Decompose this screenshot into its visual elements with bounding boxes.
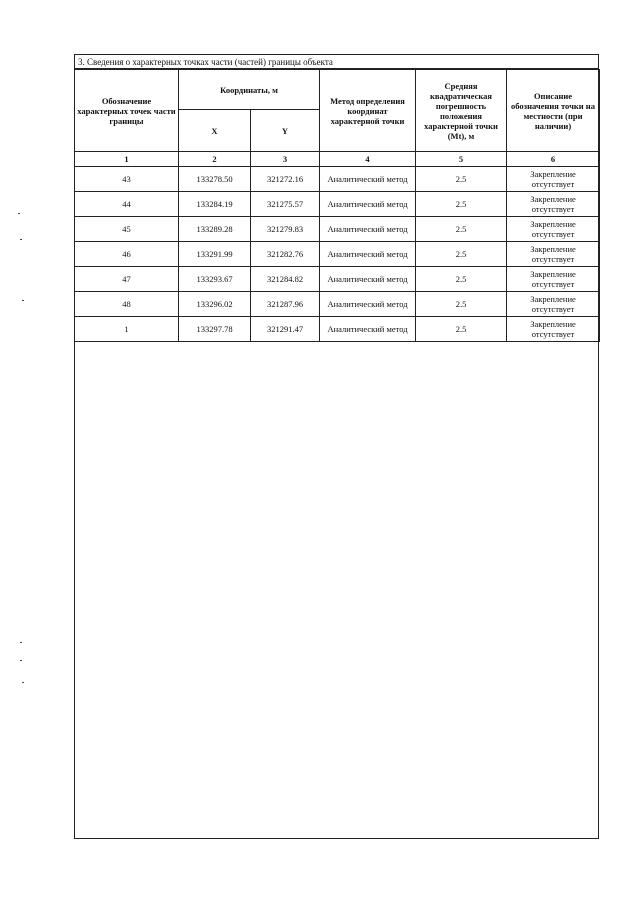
description-cell: Закрепление отсутствует <box>507 242 600 267</box>
method-cell: Аналитический метод <box>320 167 416 192</box>
coord-y: 321282.76 <box>251 242 320 267</box>
header-x: X <box>179 110 251 152</box>
column-number: 1 <box>75 152 179 167</box>
point-number: 1 <box>75 317 179 342</box>
point-number: 44 <box>75 192 179 217</box>
coord-x: 133296.02 <box>179 292 251 317</box>
table-row <box>75 192 600 217</box>
header-coordinates: Координаты, м <box>179 70 320 110</box>
error-cell: 2.5 <box>416 192 507 217</box>
error-cell: 2.5 <box>416 317 507 342</box>
coord-x: 133297.78 <box>179 317 251 342</box>
point-number: 45 <box>75 217 179 242</box>
coord-x: 133291.99 <box>179 242 251 267</box>
table-row <box>75 217 600 242</box>
scan-speck <box>18 213 20 214</box>
header-description: Описание обозначения точки на местности (при наличии) <box>507 70 600 152</box>
document-frame <box>74 54 599 839</box>
description-cell: Закрепление отсутствует <box>507 317 600 342</box>
column-number: 5 <box>416 152 507 167</box>
point-number: 48 <box>75 292 179 317</box>
column-number: 6 <box>507 152 600 167</box>
coord-y: 321284.82 <box>251 267 320 292</box>
method-cell: Аналитический метод <box>320 292 416 317</box>
table-row <box>75 267 600 292</box>
section-title: 3. Сведения о характерных точках части (частей) границы объекта <box>75 55 598 69</box>
coord-x: 133278.50 <box>179 167 251 192</box>
column-number: 2 <box>179 152 251 167</box>
point-number: 46 <box>75 242 179 267</box>
coord-y: 321287.96 <box>251 292 320 317</box>
error-cell: 2.5 <box>416 242 507 267</box>
scan-speck <box>20 660 22 661</box>
description-cell: Закрепление отсутствует <box>507 267 600 292</box>
table-row <box>75 317 600 342</box>
table-row <box>75 242 600 267</box>
header-point-designation: Обозначение характерных точек части границы <box>75 70 179 152</box>
method-cell: Аналитический метод <box>320 267 416 292</box>
coord-y: 321272.16 <box>251 167 320 192</box>
error-cell: 2.5 <box>416 217 507 242</box>
scan-speck <box>22 300 24 301</box>
boundary-points-table <box>74 69 600 342</box>
coord-y: 321275.57 <box>251 192 320 217</box>
point-number: 47 <box>75 267 179 292</box>
description-cell: Закрепление отсутствует <box>507 192 600 217</box>
header-mean-error: Средняя квадратическая погрешность положения характерной точки (Mt), м <box>416 70 507 152</box>
error-cell: 2.5 <box>416 167 507 192</box>
coord-y: 321291.47 <box>251 317 320 342</box>
coord-x: 133284.19 <box>179 192 251 217</box>
header-method: Метод определения координат характерной точки <box>320 70 416 152</box>
table-row <box>75 167 600 192</box>
method-cell: Аналитический метод <box>320 242 416 267</box>
method-cell: Аналитический метод <box>320 192 416 217</box>
scan-speck <box>22 682 24 683</box>
description-cell: Закрепление отсутствует <box>507 292 600 317</box>
scan-speck <box>20 642 22 643</box>
column-number: 3 <box>251 152 320 167</box>
coord-y: 321279.83 <box>251 217 320 242</box>
description-cell: Закрепление отсутствует <box>507 217 600 242</box>
column-number-row <box>75 152 600 167</box>
coord-x: 133289.28 <box>179 217 251 242</box>
header-y: Y <box>251 110 320 152</box>
description-cell: Закрепление отсутствует <box>507 167 600 192</box>
table-row <box>75 292 600 317</box>
coord-x: 133293.67 <box>179 267 251 292</box>
scan-speck <box>20 239 22 240</box>
method-cell: Аналитический метод <box>320 217 416 242</box>
error-cell: 2.5 <box>416 267 507 292</box>
method-cell: Аналитический метод <box>320 317 416 342</box>
error-cell: 2.5 <box>416 292 507 317</box>
column-number: 4 <box>320 152 416 167</box>
point-number: 43 <box>75 167 179 192</box>
